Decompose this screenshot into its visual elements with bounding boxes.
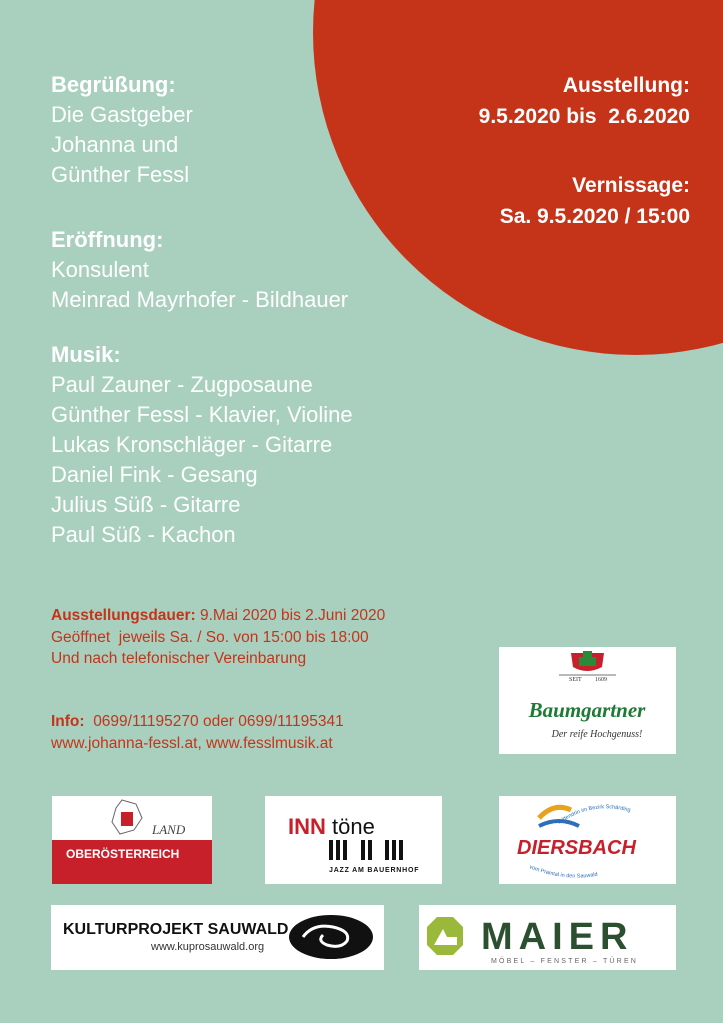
greeting-line: Günther Fessl xyxy=(51,162,190,187)
phone-numbers: 0699/11195270 oder 0699/11195341 xyxy=(84,713,344,730)
svg-text:vom Pramtal in den Sauwald xyxy=(528,864,598,879)
diersbach-name: DIERSBACH xyxy=(517,837,636,859)
exhibition-heading: Ausstellung: xyxy=(562,74,690,97)
contact-info xyxy=(51,711,344,754)
opening-section xyxy=(51,225,348,315)
opening-hours: Geöffnet jeweils Sa. / So. von 15:00 bis 18:00 xyxy=(51,628,369,646)
baumgartner-slogan: Der reife Hochgenuss! xyxy=(551,729,643,740)
spiral-swirl-icon xyxy=(289,915,373,959)
duration-label: Ausstellungsdauer: xyxy=(51,607,196,624)
duration-value: 9.Mai 2020 bis 2.Juni 2020 xyxy=(195,607,386,624)
vernissage-section xyxy=(500,170,690,232)
opening-heading: Eröffnung: xyxy=(51,227,164,252)
maier-name: MAIER xyxy=(481,916,634,958)
baumgartner-logo xyxy=(499,647,676,754)
kultur-name: KULTURPROJEKT SAUWALD xyxy=(63,921,289,938)
music-line: Günther Fessl - Klavier, Violine xyxy=(51,402,353,427)
music-line: Julius Süß - Gitarre xyxy=(51,492,241,517)
music-bars-icon xyxy=(329,840,403,860)
opening-line: Meinrad Mayrhofer - Bildhauer xyxy=(51,287,349,312)
kulturprojekt-logo xyxy=(51,905,384,970)
inntoene-sub: JAZZ AM BAUERNHOF xyxy=(329,867,420,874)
info-label: Info: xyxy=(51,713,85,730)
baumgartner-seit: SEIT xyxy=(569,677,582,683)
opening-line: Konsulent xyxy=(51,257,149,282)
inntoene-logo xyxy=(265,796,442,884)
exhibition-section xyxy=(479,70,690,132)
appointment-note: Und nach telefonischer Vereinbarung xyxy=(51,650,307,667)
inntoene-inn: INN xyxy=(288,814,326,839)
diersbach-arc-bottom: vom Pramtal in den Sauwald xyxy=(528,864,599,880)
music-line: Paul Süß - Kachon xyxy=(51,522,236,547)
duration-info xyxy=(51,605,385,670)
greeting-section xyxy=(51,70,193,190)
diersbach-arc-top: mittendrin im Bezirk Schärding xyxy=(556,804,632,826)
maier-logo xyxy=(419,905,676,970)
land-line1: LAND xyxy=(152,822,186,837)
land-line2: OBERÖSTERREICH xyxy=(66,847,180,861)
greeting-heading: Begrüßung: xyxy=(51,72,176,97)
inntoene-toene: töne xyxy=(332,814,375,839)
baumgartner-year: 1609 xyxy=(595,677,607,683)
land-ooe-logo xyxy=(52,796,212,884)
maier-octagon-icon xyxy=(427,917,463,955)
greeting-line: Johanna und xyxy=(51,132,179,157)
vernissage-dates: Sa. 9.5.2020 / 15:00 xyxy=(499,205,690,228)
websites-link[interactable]: www.johanna-fessl.at, www.fesslmusik.at xyxy=(51,734,333,752)
exhibition-dates: 9.5.2020 bis 2.6.2020 xyxy=(478,105,690,128)
music-line: Paul Zauner - Zugposaune xyxy=(51,372,313,397)
music-heading: Musik: xyxy=(51,342,121,367)
baumgartner-crest-icon xyxy=(499,647,676,754)
kultur-url: www.kuprosauwald.org xyxy=(151,941,265,953)
greeting-line: Die Gastgeber xyxy=(51,102,193,127)
vernissage-heading: Vernissage: xyxy=(572,174,690,197)
music-line: Lukas Kronschläger - Gitarre xyxy=(51,432,333,457)
music-line: Daniel Fink - Gesang xyxy=(51,462,258,487)
baumgartner-name: Baumgartner xyxy=(528,698,646,722)
music-section xyxy=(51,340,353,550)
maier-tagline: MÖBEL – FENSTER – TÜREN xyxy=(491,958,639,965)
diersbach-logo xyxy=(499,796,676,884)
